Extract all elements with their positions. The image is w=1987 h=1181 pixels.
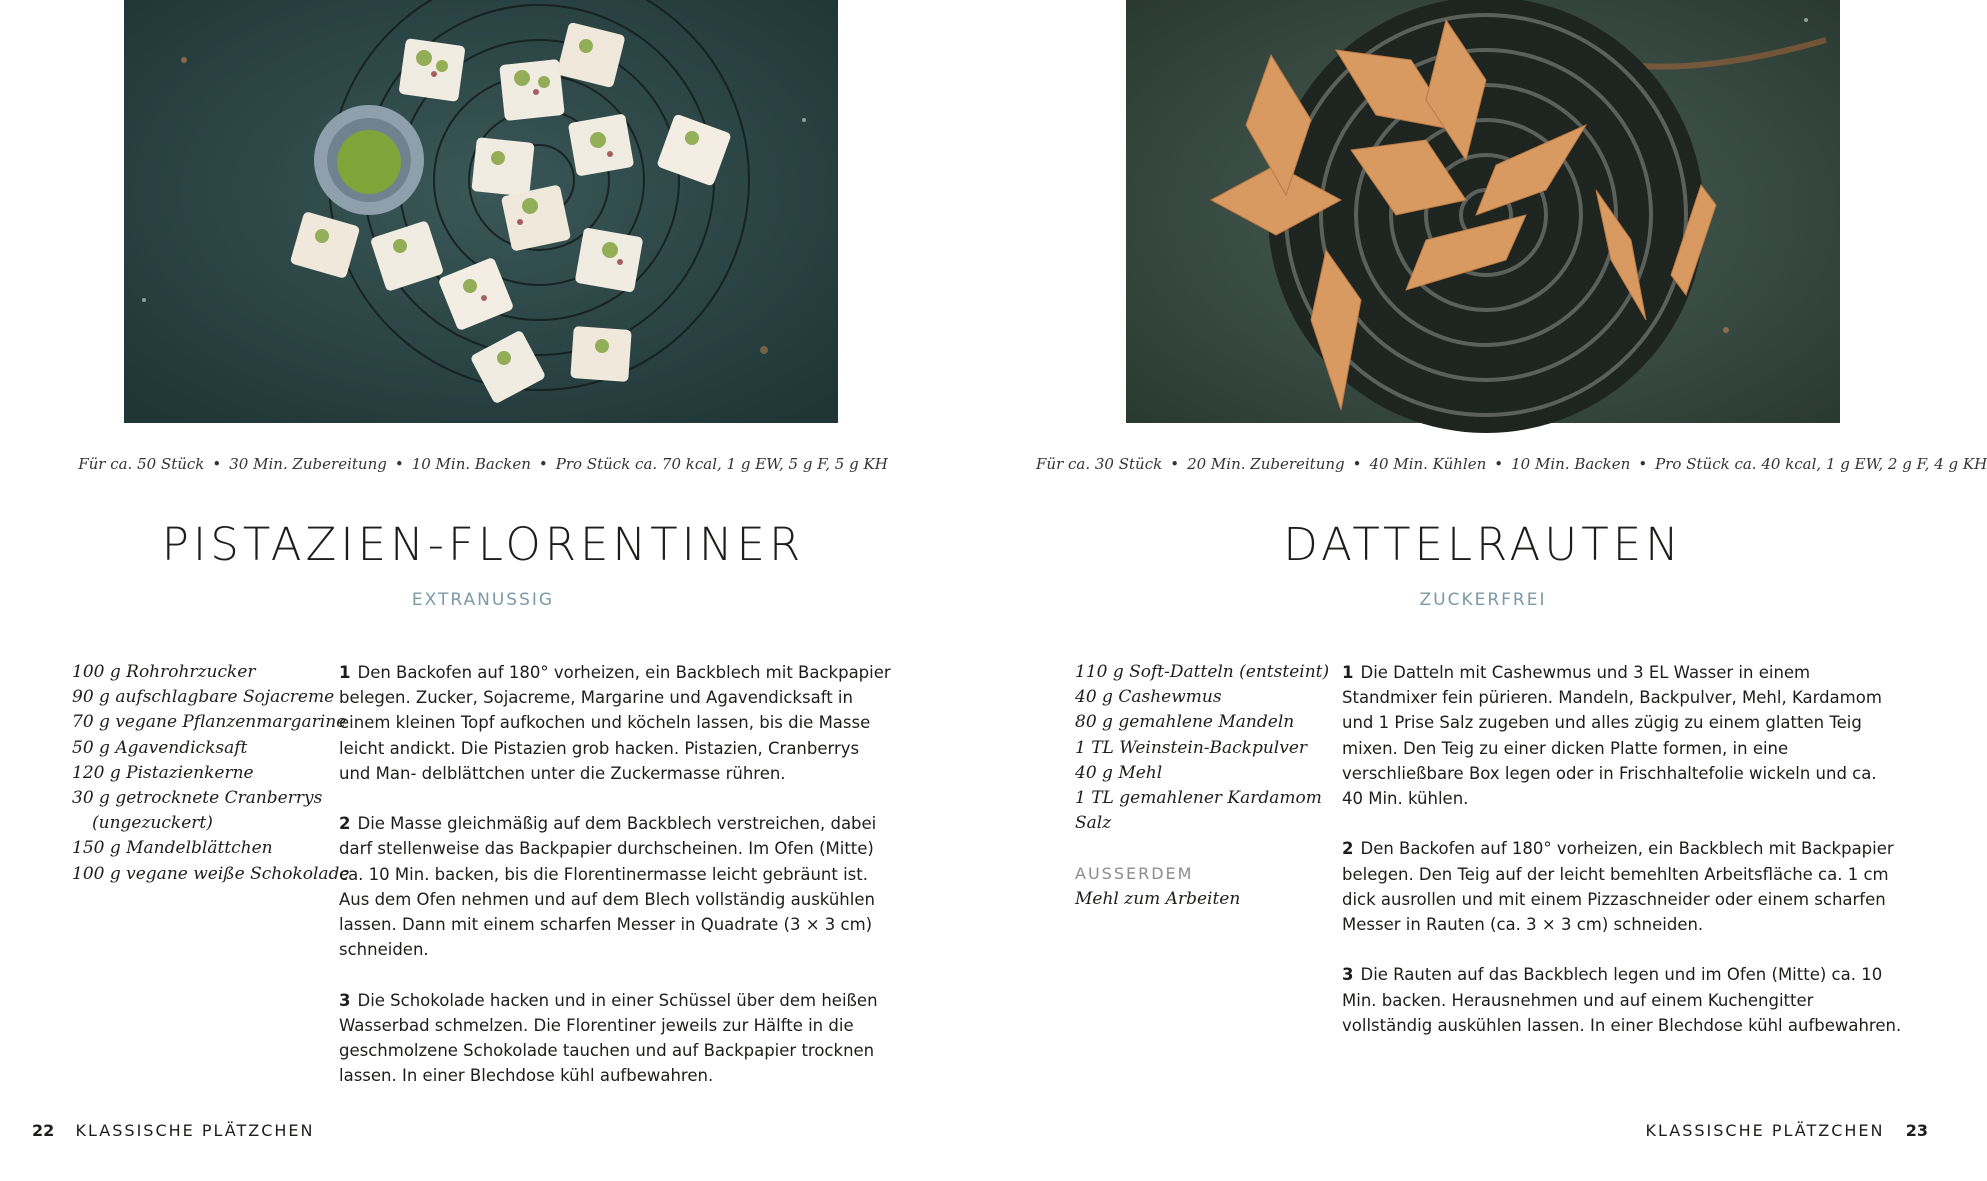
ingredient: 1 TL gemahlener Kardamom [1075, 788, 1322, 809]
ingredient-list-right [1075, 660, 1335, 912]
ingredient: 40 g Cashewmus [1075, 687, 1222, 708]
ingredient: 70 g vegane Pflanzenmargarine [72, 712, 347, 733]
meta-nutrition: Pro Stück ca. 40 kcal, 1 g EW, 2 g F, 4 g KH [1655, 455, 1987, 473]
instruction-step: 2 Den Backofen auf 180° vorheizen, ein Backblech mit Backpapier belegen. Den Teig auf der leicht bemehlten Arbeitsfläche ca. 1 cm dick ausrollen und mit einem Pizzaschneider oder einem scharfen Messer in Rauten (ca. 3 × 3 cm) schneiden. [1342, 839, 1894, 935]
instructions-right [1342, 660, 1902, 1063]
footer-right [1646, 1121, 1928, 1140]
instruction-step: 3 Die Rauten auf das Backblech legen und im Ofen (Mitte) ca. 10 Min. backen. Herausnehmen und auf einem Kuchengitter vollständig auskühlen lassen. In einer Blechdose kühl aufbewahren. [1342, 965, 1902, 1035]
footer-left [32, 1121, 314, 1140]
recipe-meta-right: Für ca. 30 Stück • 20 Min. Zubereitung • 40 Min. Kühlen • 10 Min. Backen • Pro Stück ca. 40 kcal, 1 g EW, 2 g F, 4 g KH [1036, 455, 1987, 473]
page-number: 22 [32, 1121, 55, 1140]
instructions-left [339, 660, 894, 1114]
meta-chill-time: 40 Min. Kühlen [1369, 455, 1487, 473]
recipe-title-left: PISTAZIEN-FLORENTINER [161, 518, 805, 571]
dattelrauten-illustration [1126, 0, 1840, 423]
ingredient: 90 g aufschlagbare Sojacreme [72, 687, 335, 708]
instruction-step: 1 Den Backofen auf 180° vorheizen, ein Backblech mit Backpapier belegen. Zucker, Sojacreme, Margarine und Agavendicksaft in einem kleinen Topf aufkochen und köcheln lassen, bis die Masse leicht andickt. Die Pistazien grob hacken. Pistazien, Cranberrys und Man- delblättchen unter die Zuckermasse rühren. [339, 663, 891, 783]
ingredient-note: (ungezuckert) [92, 813, 213, 834]
ingredient: 120 g Pistazienkerne [72, 762, 254, 783]
ingredient: 30 g getrocknete Cranberrys [72, 788, 323, 809]
recipe-meta-left: Für ca. 50 Stück • 30 Min. Zubereitung • 10 Min. Backen • Pro Stück ca. 70 kcal, 1 g EW, 5 g F, 5 g KH [78, 455, 888, 473]
meta-bake-time: 10 Min. Backen [1511, 455, 1631, 473]
dattelrauten-photo [1126, 0, 1840, 423]
meta-prep-time: 30 Min. Zubereitung [229, 455, 387, 473]
recipe-title-right: DATTELRAUTEN [1283, 518, 1683, 571]
ingredient: Mehl zum Arbeiten [1075, 888, 1241, 909]
extra-heading: AUSSERDEM [1075, 864, 1194, 884]
page-number: 23 [1905, 1121, 1928, 1140]
instruction-step: 3 Die Schokolade hacken und in einer Schüssel über dem heißen Wasserbad schmelzen. Die Florentiner jeweils zur Hälfte in die geschmolzene Schokolade tauchen und auf Backpapier trocknen lassen. In einer Blechdose kühl aufbewahren. [339, 990, 878, 1086]
ingredient: 80 g gemahlene Mandeln [1075, 712, 1295, 733]
ingredient: 50 g Agavendicksaft [72, 737, 248, 758]
meta-nutrition: Pro Stück ca. 70 kcal, 1 g EW, 5 g F, 5 g KH [555, 455, 888, 473]
ingredient: 100 g Rohrohrzucker [72, 662, 256, 682]
ingredient: 1 TL Weinstein-Backpulver [1075, 737, 1308, 758]
ingredient: 100 g vegane weiße Schokolade [72, 863, 350, 884]
ingredient: Salz [1075, 813, 1112, 834]
ingredient: 110 g Soft-Datteln (entsteint) [1075, 662, 1330, 682]
ingredient-list-left [72, 660, 350, 887]
florentiner-illustration [124, 0, 838, 423]
ingredient: 40 g Mehl [1075, 762, 1163, 783]
meta-yield: Für ca. 30 Stück [1036, 455, 1163, 473]
section-title: KLASSISCHE PLÄTZCHEN [1645, 1121, 1885, 1140]
ingredient: 150 g Mandelblättchen [72, 838, 273, 859]
recipe-subtitle-left: EXTRANUSSIG [411, 590, 555, 610]
instruction-step: 2 Die Masse gleichmäßig auf dem Backblech verstreichen, dabei darf stellenweise das Backpapier durchscheinen. Im Ofen (Mitte) ca. 10 Min. backen, bis die Florentinermasse leicht gebräunt ist. Aus dem Ofen nehmen und auf dem Blech vollständig auskühlen lassen. Dann mit einem scharfen Messer in Quadrate (3 × 3 cm) schneiden. [339, 814, 877, 960]
recipe-subtitle-right: ZUCKERFREI [1419, 590, 1547, 610]
florentiner-photo [124, 0, 838, 423]
meta-prep-time: 20 Min. Zubereitung [1187, 455, 1345, 473]
meta-yield: Für ca. 50 Stück [78, 455, 205, 473]
instruction-step: 1 Die Datteln mit Cashewmus und 3 EL Wasser in einem Standmixer fein pürieren. Mandeln, Backpulver, Mehl, Kardamom und 1 Prise Salz zugeben und alles zügig zu einem glatten Teig mixen. Den Teig zu einer dicken Platte formen, in eine verschließbare Box legen oder in Frischhaltefolie wickeln und ca. 40 Min. kühlen. [1342, 663, 1882, 809]
meta-bake-time: 10 Min. Backen [411, 455, 531, 473]
section-title: KLASSISCHE PLÄTZCHEN [75, 1121, 315, 1140]
